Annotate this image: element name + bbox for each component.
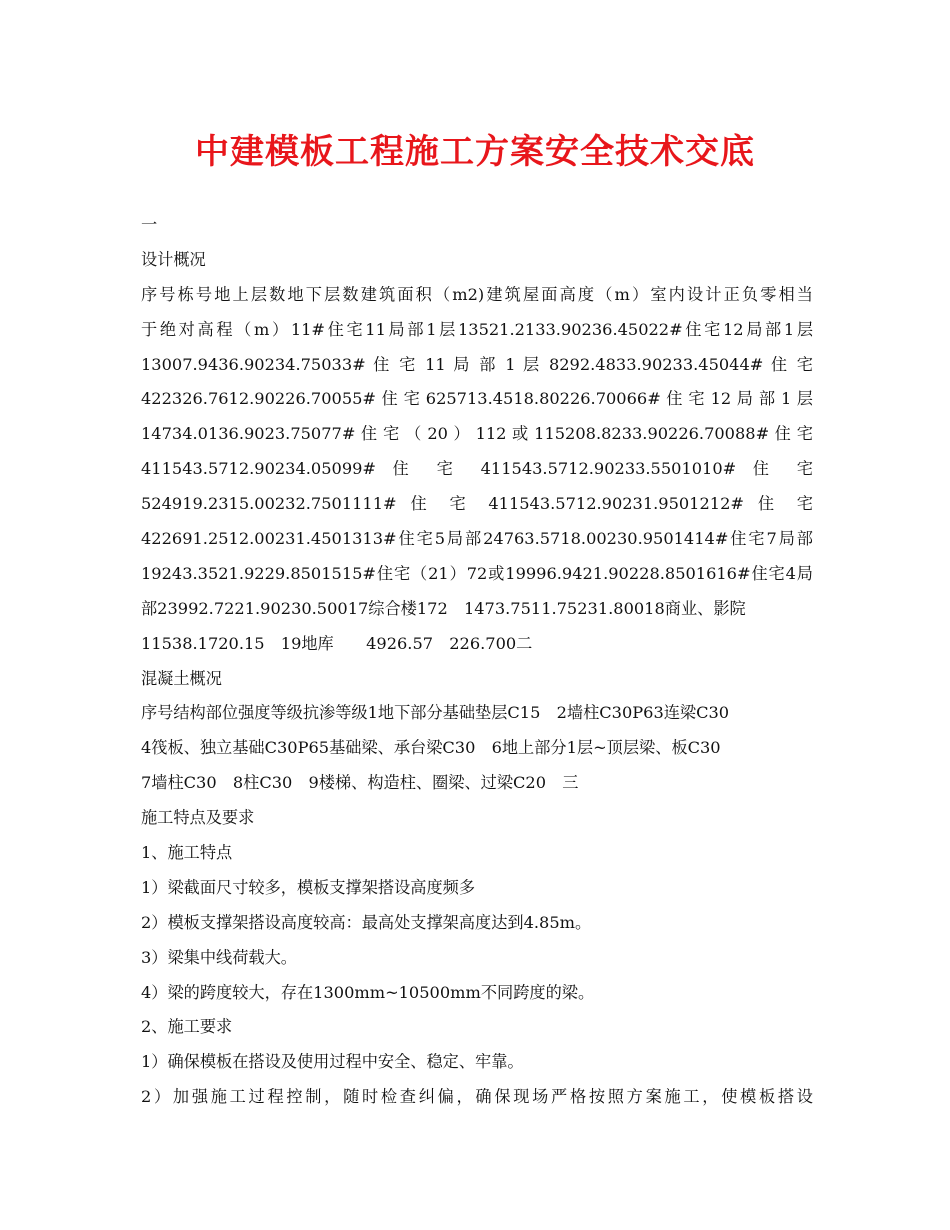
body-line: 4筏板、独立基础C30P65基础梁、承台梁C30 6地上部分1层~顶层梁、板C30 xyxy=(141,738,721,758)
body-line: 2）加强施工过程控制，随时检查纠偏，确保现场严格按照方案施工，使模板搭设 xyxy=(141,1087,813,1107)
body-line: 1、施工特点 xyxy=(141,843,233,863)
document-body xyxy=(141,208,813,1115)
body-line: 序号栋号地上层数地下层数建筑面积（m2)建筑屋面高度（m）室内设计正负零相当 xyxy=(141,284,813,304)
body-line: 2）模板支撑架搭设高度较高：最高处支撑架高度达到4.85m。 xyxy=(141,912,592,932)
body-line: 3）梁集中线荷载大。 xyxy=(141,947,297,967)
body-line: 422691.2512.00231.4501313#住宅5局部24763.5718.00230.9501414#住宅7局部 xyxy=(141,529,813,549)
body-line: 411543.5712.90234.05099# 住 宅 411543.5712.90233.5501010# 住 宅 xyxy=(141,459,813,479)
body-line: 混凝土概况 xyxy=(141,668,222,688)
body-line: 422326.7612.90226.70055# 住 宅 625713.4518.80226.70066# 住 宅 12 局 部 1 层 xyxy=(141,389,813,409)
body-line: 设计概况 xyxy=(141,249,206,269)
body-line: 1）确保模板在搭设及使用过程中安全、稳定、牢靠。 xyxy=(141,1052,524,1072)
body-line: 于绝对高程（m）11#住宅11局部1层13521.2133.90236.45022#住宅12局部1层 xyxy=(141,319,813,339)
body-line: 19243.3521.9229.8501515#住宅（21）72或19996.9421.90228.8501616#住宅4局 xyxy=(141,563,813,583)
body-line: 524919.2315.00232.7501111# 住 宅 411543.5712.90231.9501212# 住 宅 xyxy=(141,494,813,514)
body-line: 13007.9436.90234.75033# 住 宅 11 局 部 1 层 8292.4833.90233.45044# 住 宅 xyxy=(141,354,813,374)
body-line: 7墙柱C30 8柱C30 9楼梯、构造柱、圈梁、过梁C20 三 xyxy=(141,773,579,793)
body-line: 14734.0136.9023.75077# 住 宅 （ 20 ） 112 或 115208.8233.90226.70088# 住 宅 xyxy=(141,424,813,444)
body-line: 4）梁的跨度较大，存在1300mm~10500mm不同跨度的梁。 xyxy=(141,982,595,1002)
body-line: 部23992.7221.90230.50017综合楼172 1473.7511.75231.80018商业、影院 xyxy=(141,598,746,618)
body-line: 11538.1720.15 19地库 4926.57 226.700二 xyxy=(141,633,533,653)
body-line: 2、施工要求 xyxy=(141,1017,233,1037)
body-line: 一 xyxy=(141,215,158,234)
document-title: 中建模板工程施工方案安全技术交底 xyxy=(195,132,755,172)
body-line: 施工特点及要求 xyxy=(141,808,255,828)
body-line: 1）梁截面尺寸较多，模板支撑架搭设高度频多 xyxy=(141,877,476,897)
body-line: 序号结构部位强度等级抗渗等级1地下部分基础垫层C15 2墙柱C30P63连梁C30 xyxy=(141,703,730,723)
